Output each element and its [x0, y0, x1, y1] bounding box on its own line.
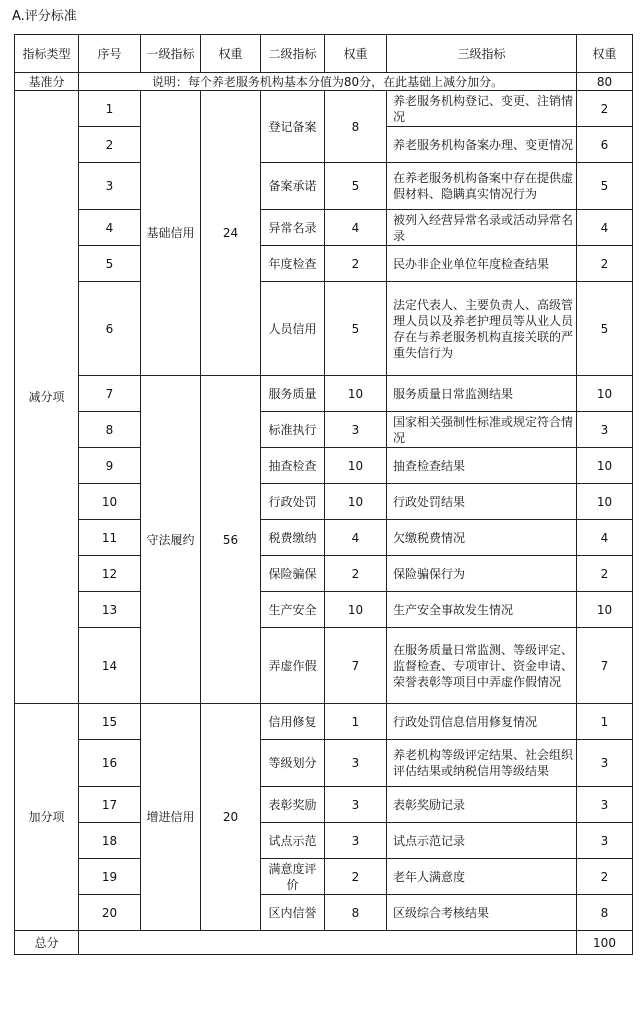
level3-weight: 8	[577, 895, 633, 931]
header-cell: 二级指标	[261, 35, 325, 73]
table-row	[15, 282, 633, 376]
level3-weight: 3	[577, 412, 633, 448]
header-cell: 一级指标	[141, 35, 201, 73]
table-row	[15, 484, 633, 520]
table-row	[15, 787, 633, 823]
level3-weight: 2	[577, 859, 633, 895]
level2-weight: 8	[325, 895, 387, 931]
level3-weight: 7	[577, 628, 633, 704]
level3-indicator: 被列入经营异常名录或活动异常名录	[387, 210, 577, 246]
level3-indicator: 国家相关强制性标准或规定符合情况	[387, 412, 577, 448]
level3-weight: 3	[577, 787, 633, 823]
level3-weight: 2	[577, 246, 633, 282]
level2-weight: 1	[325, 704, 387, 740]
row-number: 11	[79, 520, 141, 556]
level2-name: 行政处罚	[261, 484, 325, 520]
row-number: 15	[79, 704, 141, 740]
header-cell: 权重	[325, 35, 387, 73]
level2-name: 保险骗保	[261, 556, 325, 592]
level3-indicator: 生产安全事故发生情况	[387, 592, 577, 628]
level2-weight: 2	[325, 556, 387, 592]
row-number: 4	[79, 210, 141, 246]
level1-name: 守法履约	[141, 376, 201, 704]
level2-weight: 2	[325, 859, 387, 895]
header-cell: 指标类型	[15, 35, 79, 73]
level1-weight: 20	[201, 704, 261, 931]
base-weight: 80	[577, 73, 633, 91]
table-row	[15, 520, 633, 556]
table-row	[15, 628, 633, 704]
level2-weight: 2	[325, 246, 387, 282]
table-row	[15, 859, 633, 895]
level3-indicator: 在服务质量日常监测、等级评定、监督检查、专项审计、资金申请、荣誉表彰等项目中弄虚作假情况	[387, 628, 577, 704]
level1-name: 增进信用	[141, 704, 201, 931]
level3-indicator: 在养老服务机构备案中存在提供虚假材料、隐瞒真实情况行为	[387, 163, 577, 210]
level3-weight: 4	[577, 520, 633, 556]
table-row	[15, 448, 633, 484]
table-row	[15, 246, 633, 282]
level2-name: 税费缴纳	[261, 520, 325, 556]
level2-weight: 5	[325, 282, 387, 376]
row-number: 19	[79, 859, 141, 895]
level2-weight: 7	[325, 628, 387, 704]
level3-weight: 4	[577, 210, 633, 246]
category-cell: 减分项	[15, 91, 79, 704]
level2-name: 人员信用	[261, 282, 325, 376]
header-cell: 三级指标	[387, 35, 577, 73]
level2-name: 生产安全	[261, 592, 325, 628]
level3-indicator: 保险骗保行为	[387, 556, 577, 592]
level2-weight: 3	[325, 823, 387, 859]
row-number: 9	[79, 448, 141, 484]
level3-indicator: 抽查检查结果	[387, 448, 577, 484]
level3-weight: 3	[577, 740, 633, 787]
level2-name: 登记备案	[261, 91, 325, 163]
level3-weight: 10	[577, 484, 633, 520]
row-number: 13	[79, 592, 141, 628]
level3-weight: 6	[577, 127, 633, 163]
category-cell: 加分项	[15, 704, 79, 931]
level3-weight: 5	[577, 282, 633, 376]
level2-name: 区内信誉	[261, 895, 325, 931]
table-row	[15, 163, 633, 210]
level2-weight: 10	[325, 592, 387, 628]
level2-name: 服务质量	[261, 376, 325, 412]
table-row	[15, 91, 633, 127]
level2-weight: 4	[325, 210, 387, 246]
header-row	[15, 35, 633, 73]
level3-indicator: 试点示范记录	[387, 823, 577, 859]
level3-weight: 2	[577, 91, 633, 127]
row-number: 1	[79, 91, 141, 127]
row-number: 8	[79, 412, 141, 448]
level2-weight: 4	[325, 520, 387, 556]
base-label: 基准分	[15, 73, 79, 91]
level3-indicator: 民办非企业单位年度检查结果	[387, 246, 577, 282]
level3-weight: 10	[577, 448, 633, 484]
level3-indicator: 行政处罚信息信用修复情况	[387, 704, 577, 740]
section-title: A.评分标准	[12, 9, 77, 24]
level2-weight: 10	[325, 376, 387, 412]
level2-name: 信用修复	[261, 704, 325, 740]
row-number: 16	[79, 740, 141, 787]
table-row	[15, 592, 633, 628]
level2-weight: 3	[325, 787, 387, 823]
row-number: 20	[79, 895, 141, 931]
level3-indicator: 欠缴税费情况	[387, 520, 577, 556]
level3-indicator: 老年人满意度	[387, 859, 577, 895]
row-number: 7	[79, 376, 141, 412]
header-cell: 权重	[201, 35, 261, 73]
level3-indicator: 养老机构等级评定结果、社会组织评估结果或纳税信用等级结果	[387, 740, 577, 787]
level2-name: 满意度评价	[261, 859, 325, 895]
level2-weight: 3	[325, 412, 387, 448]
level1-weight: 56	[201, 376, 261, 704]
level2-name: 试点示范	[261, 823, 325, 859]
level3-weight: 3	[577, 823, 633, 859]
total-label: 总分	[15, 931, 79, 955]
level3-weight: 10	[577, 376, 633, 412]
level2-name: 抽查检查	[261, 448, 325, 484]
table-row	[15, 376, 633, 412]
level3-indicator: 养老服务机构备案办理、变更情况	[387, 127, 577, 163]
level2-name: 弄虚作假	[261, 628, 325, 704]
level3-indicator: 表彰奖励记录	[387, 787, 577, 823]
level3-weight: 1	[577, 704, 633, 740]
level2-name: 年度检查	[261, 246, 325, 282]
level3-weight: 2	[577, 556, 633, 592]
row-number: 10	[79, 484, 141, 520]
row-number: 6	[79, 282, 141, 376]
level3-indicator: 法定代表人、主要负责人、高级管理人员以及养老护理员等从业人员存在与养老服务机构直接关联的严重失信行为	[387, 282, 577, 376]
table-row	[15, 895, 633, 931]
level2-weight: 10	[325, 448, 387, 484]
table-row	[15, 823, 633, 859]
level2-weight: 8	[325, 91, 387, 163]
row-number: 2	[79, 127, 141, 163]
level2-name: 备案承诺	[261, 163, 325, 210]
total-weight: 100	[577, 931, 633, 955]
level3-indicator: 服务质量日常监测结果	[387, 376, 577, 412]
scoring-table	[14, 34, 633, 955]
row-number: 17	[79, 787, 141, 823]
level3-indicator: 行政处罚结果	[387, 484, 577, 520]
header-cell: 序号	[79, 35, 141, 73]
level3-weight: 10	[577, 592, 633, 628]
level2-name: 标准执行	[261, 412, 325, 448]
level2-name: 表彰奖励	[261, 787, 325, 823]
table-row	[15, 556, 633, 592]
table-row	[15, 210, 633, 246]
level3-indicator: 养老服务机构登记、变更、注销情况	[387, 91, 577, 127]
row-number: 14	[79, 628, 141, 704]
level1-name: 基础信用	[141, 91, 201, 376]
total-blank	[79, 931, 577, 955]
total-row	[15, 931, 633, 955]
header-cell: 权重	[577, 35, 633, 73]
level2-weight: 5	[325, 163, 387, 210]
level2-name: 异常名录	[261, 210, 325, 246]
table-row	[15, 704, 633, 740]
level3-indicator: 区级综合考核结果	[387, 895, 577, 931]
base-note: 说明：每个养老服务机构基本分值为80分，在此基础上减分加分。	[79, 73, 577, 91]
row-number: 3	[79, 163, 141, 210]
level2-name: 等级划分	[261, 740, 325, 787]
level1-weight: 24	[201, 91, 261, 376]
table-body	[15, 91, 633, 931]
base-row	[15, 73, 633, 91]
row-number: 18	[79, 823, 141, 859]
row-number: 12	[79, 556, 141, 592]
table-row	[15, 412, 633, 448]
row-number: 5	[79, 246, 141, 282]
table-row	[15, 740, 633, 787]
level2-weight: 3	[325, 740, 387, 787]
level2-weight: 10	[325, 484, 387, 520]
level3-weight: 5	[577, 163, 633, 210]
